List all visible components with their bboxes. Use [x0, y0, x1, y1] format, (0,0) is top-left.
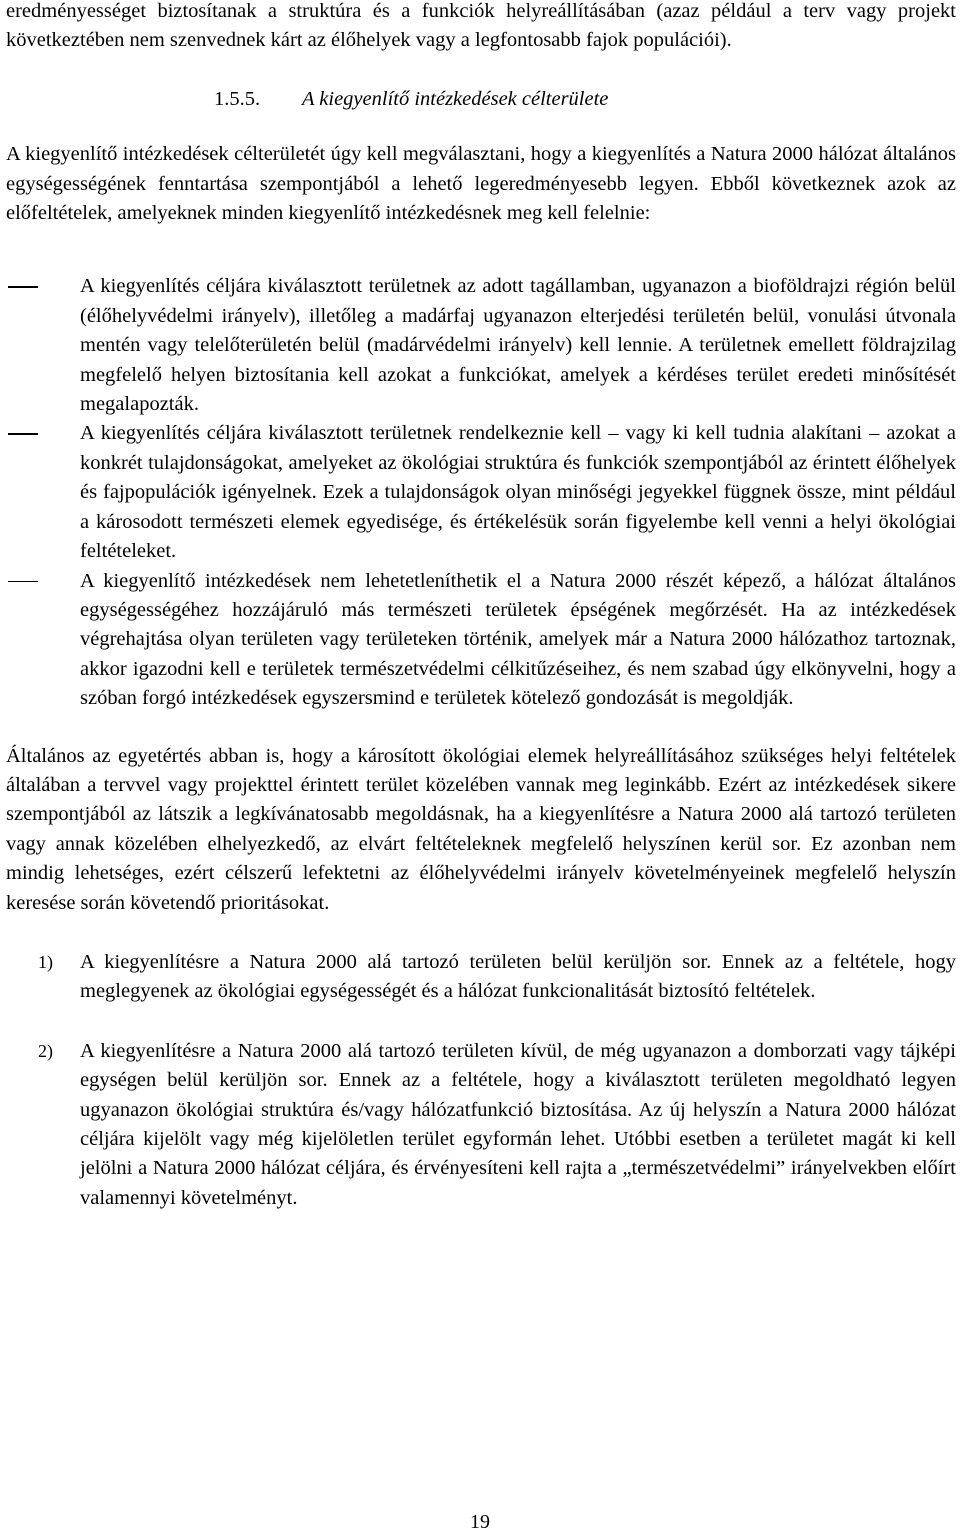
section-heading: [214, 85, 956, 114]
section-number: 1.5.5.: [214, 87, 261, 110]
numbered-item: [6, 1037, 956, 1213]
list-item-text: A kiegyenlítés céljára kiválasztott területnek rendelkeznie kell – vagy ki kell tudnia alakítani – azokat a konkrét tulajdonságokat, amelyeket az ökológiai struktúra és funkciók szempontjából az érintett élőhelyek és fajpopulációk igényelnek. Ezek a tulajdonságok olyan minőségi jegyekkel függnek össze, mint például a károsodott természeti elemek egyedisége, és értékelésük során figyelembe kell venni a helyi ökológiai feltételeket.: [80, 422, 956, 563]
list-item-text: A kiegyenlítés céljára kiválasztott területnek az adott tagállamban, ugyanazon a bioföldrajzi régión belül (élőhelyvédelmi irányelv), illetőleg a madárfaj ugyanazon elterjedési területén belül, vonulási útvonala mentén vagy telelőterületén belül (madárvédelmi irányelv) kell lennie. A területnek emellett földrajzilag megfelelő helyen biztosítania kell azokat a funkciókat, amelyek a kérdéses terület eredeti minősítését megalapozták.: [80, 275, 956, 416]
list-item: [6, 272, 956, 419]
numbered-item-text: A kiegyenlítésre a Natura 2000 alá tartozó területen belül kerüljön sor. Ennek az a feltétele, hogy meglegyenek az ökológiai egységességét és a hálózat funkcionalitását biztosító feltételek.: [80, 950, 956, 1003]
dash-bullet: [8, 581, 38, 582]
intro-paragraph: eredményességet biztosítanak a struktúra és a funkciók helyreállításában (azaz például a terv vagy projekt következtében nem szenvednek kárt az élőhelyek vagy a legfontosabb fajok populációi).: [6, 0, 956, 52]
body-paragraph-2: Általános az egyetértés abban is, hogy a károsított ökológiai elemek helyreállításához szükséges helyi feltételek általában a tervvel vagy projekttel érintett terület közelében vannak meg leginkább. Ezért az intézkedések sikere szempontjából az látszik a legkívánatosabb megoldásnak, ha a kiegyenlítésre a Natura 2000 alá tartozó területen vagy annak közelében elhelyezkedő, az elvárt feltételeknek megfelelő helyszínen kerül sor. Ez azonban nem mindig lehetséges, ezért célszerű lefektetni az élőhelyvédelmi irányelv követelményeinek megfelelő helyszín keresése során követendő prioritásokat.: [6, 744, 956, 914]
body-paragraph-1: A kiegyenlítő intézkedések célterületét úgy kell megválasztani, hogy a kiegyenlítés a Natura 2000 hálózat általános egységességének fenntartása szempontjából a lehető legeredményesebb legyen. Ebből következnek azok az előfeltételek, amelyeknek minden kiegyenlítő intézkedésnek meg kell felelnie:: [6, 143, 956, 225]
numbered-item-text: A kiegyenlítésre a Natura 2000 alá tartozó területen kívül, de még ugyanazon a domborzati vagy tájképi egységen belül kerüljön sor. Ennek az a feltétele, hogy a kiválasztott területen megoldható legyen ugyanazon ökológiai struktúra és/vagy hálózatfunkció biztosítása. Az új helyszín a Natura 2000 hálózat céljára kijelölt vagy még kijelöletlen terület egyformán lehet. Utóbbi esetben a területet magát ki kell jelölni a Natura 2000 hálózat céljára, és érvényesíteni kell rajta a „természetvédelmi” irányelvekben előírt valamennyi követelményt.: [80, 1039, 956, 1209]
item-number: 2): [38, 1040, 53, 1061]
page-number: 19: [470, 1511, 490, 1533]
section-title: A kiegyenlítő intézkedések célterülete: [302, 87, 609, 110]
list-item-text: A kiegyenlítő intézkedések nem lehetetleníthetik el a Natura 2000 részét képező, a hálózat általános egységességéhez hozzájáruló más természeti területek épségének megőrzését. Ha az intézkedések végrehajtása olyan területen vagy területeken történik, amelyek már a Natura 2000 hálózathoz tartoznak, akkor igazodni kell e területek természetvédelmi célkitűzéseihez, és nem szabad úgy elkönyvelni, hogy a szóban forgó intézkedések egyszersmind e területek kötelező gondozását is megoldják.: [80, 569, 956, 710]
list-item: [6, 567, 956, 714]
numbered-item: [6, 948, 956, 1007]
item-number: 1): [38, 951, 53, 972]
priority-list: [6, 948, 956, 1213]
document-page: [6, 0, 956, 1234]
requirements-list: [6, 272, 956, 713]
list-item: [6, 419, 956, 566]
dash-bullet: [8, 433, 38, 434]
dash-bullet: [8, 286, 38, 287]
